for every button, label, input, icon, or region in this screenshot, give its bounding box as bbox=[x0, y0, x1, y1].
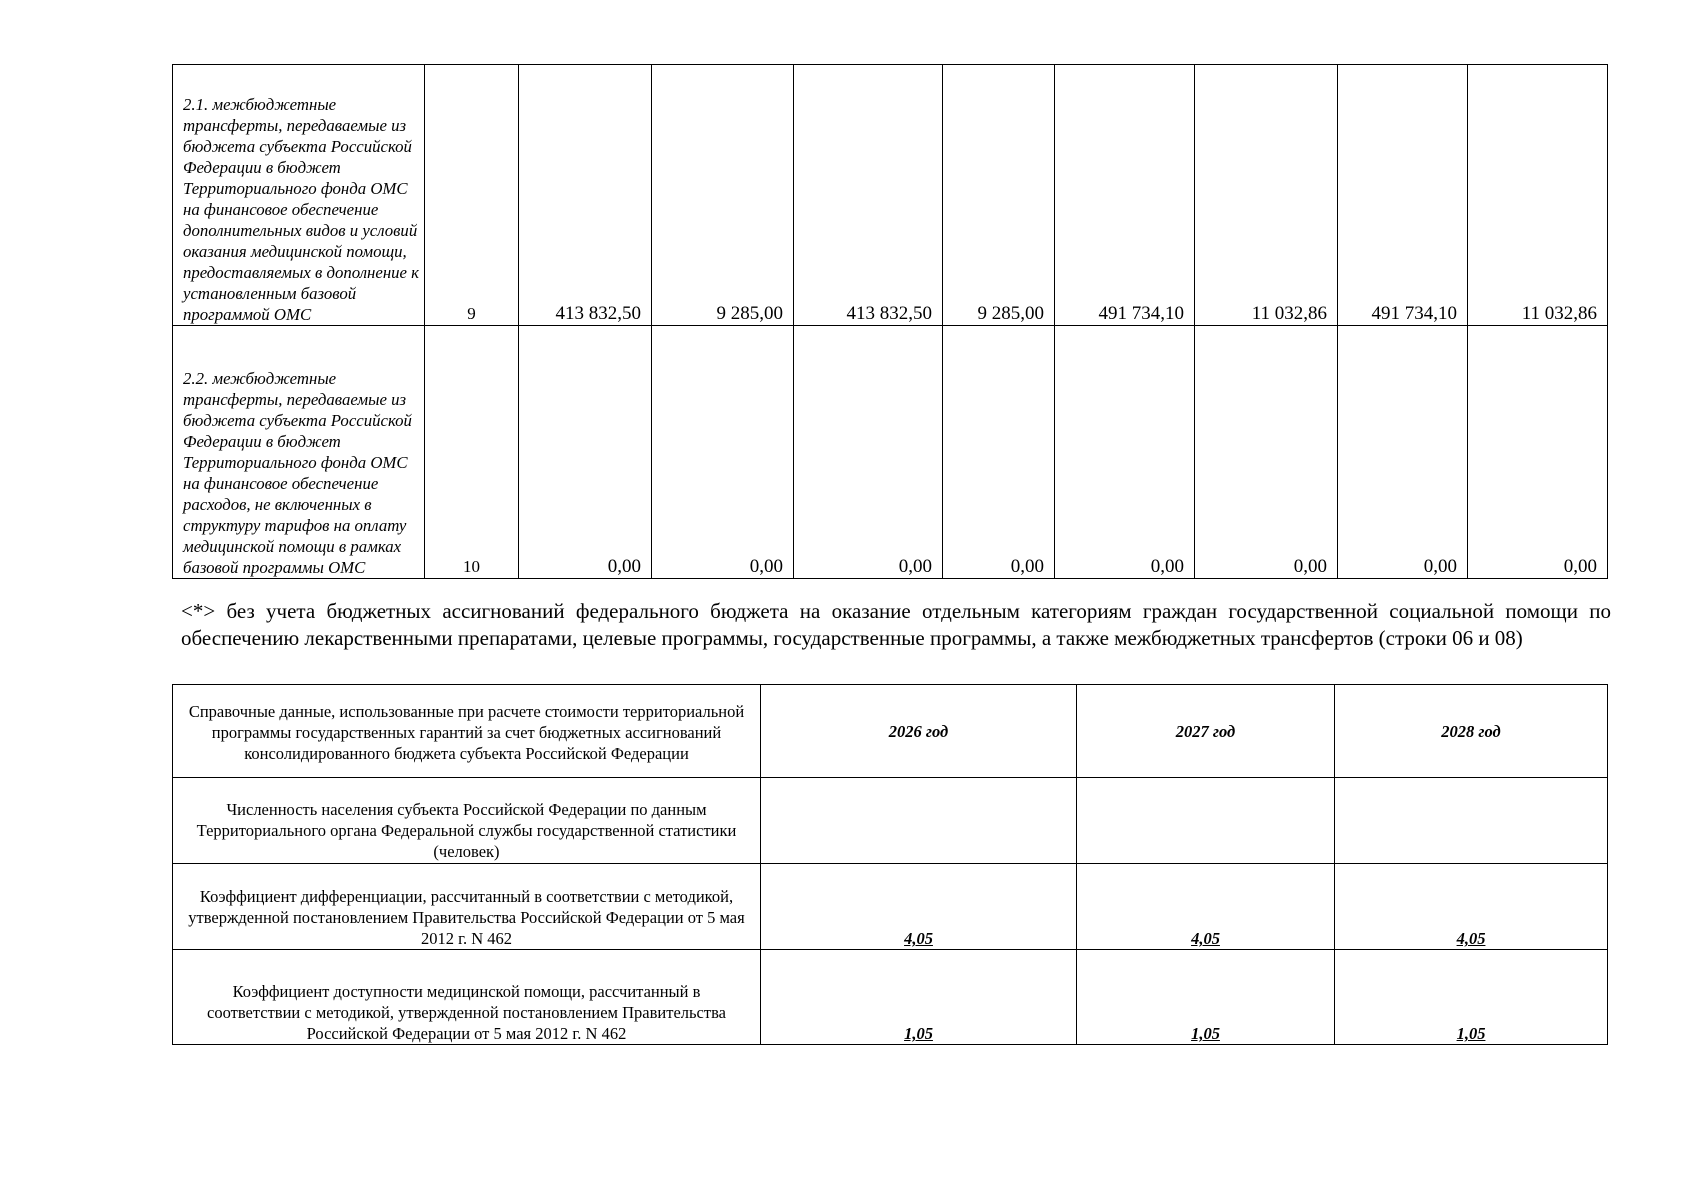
row-label: Коэффициент доступности медицинской помощи, рассчитанный в соответствии с методикой, утвержденной постановлением Правительства Российской Федерации от 5 мая 2012 г. N 462 bbox=[173, 950, 761, 1045]
value-cell: 0,00 bbox=[1468, 326, 1608, 579]
transfers-table bbox=[172, 64, 1608, 579]
year-header: 2027 год bbox=[1077, 685, 1335, 778]
table-row bbox=[173, 864, 1608, 950]
row-description: 2.2. межбюджетные трансферты, передаваемые из бюджета субъекта Российской Федерации в бюджет Территориального фонда ОМС на финансовое обеспечение расходов, не включенных в структуру тарифов на оплату медицинской помощи в рамках базовой программы ОМС bbox=[173, 326, 425, 579]
row-code: 10 bbox=[425, 326, 519, 579]
row-description: 2.1. межбюджетные трансферты, передаваемые из бюджета субъекта Российской Федерации в бюджет Территориального фонда ОМС на финансовое обеспечение дополнительных видов и условий оказания медицинской помощи, предоставляемых в дополнение к установленным базовой программой ОМС bbox=[173, 65, 425, 326]
value-cell: 491 734,10 bbox=[1338, 65, 1468, 326]
value-cell: 0,00 bbox=[519, 326, 652, 579]
value-cell: 11 032,86 bbox=[1195, 65, 1338, 326]
value-cell bbox=[1335, 778, 1608, 864]
table-row bbox=[173, 778, 1608, 864]
value-cell: 491 734,10 bbox=[1055, 65, 1195, 326]
value-cell: 4,05 bbox=[1335, 864, 1608, 950]
table-row bbox=[173, 65, 1608, 326]
value-cell: 9 285,00 bbox=[943, 65, 1055, 326]
row-label: Численность населения субъекта Российской Федерации по данным Территориального органа Федеральной службы государственной статистики (человек) bbox=[173, 778, 761, 864]
table-row bbox=[173, 950, 1608, 1045]
value-cell: 1,05 bbox=[1335, 950, 1608, 1045]
value-cell: 11 032,86 bbox=[1468, 65, 1608, 326]
value-cell: 0,00 bbox=[652, 326, 794, 579]
value-cell: 0,00 bbox=[943, 326, 1055, 579]
value-cell: 413 832,50 bbox=[794, 65, 943, 326]
value-cell: 413 832,50 bbox=[519, 65, 652, 326]
footnote: <*> без учета бюджетных ассигнований федерального бюджета на оказание отдельным категориям граждан государственной социальной помощи по обеспечению лекарственными препаратами, целевые программы, государственные программы, а также межбюджетных трансфертов (строки 06 и 08) bbox=[181, 599, 1611, 650]
value-cell: 4,05 bbox=[761, 864, 1077, 950]
value-cell: 4,05 bbox=[1077, 864, 1335, 950]
value-cell: 0,00 bbox=[1055, 326, 1195, 579]
row-label: Коэффициент дифференциации, рассчитанный в соответствии с методикой, утвержденной постановлением Правительства Российской Федерации от 5 мая 2012 г. N 462 bbox=[173, 864, 761, 950]
row-code: 9 bbox=[425, 65, 519, 326]
value-cell: 0,00 bbox=[1195, 326, 1338, 579]
value-cell bbox=[1077, 778, 1335, 864]
value-cell: 0,00 bbox=[1338, 326, 1468, 579]
table-header-row bbox=[173, 685, 1608, 778]
year-header: 2026 год bbox=[761, 685, 1077, 778]
header-label: Справочные данные, использованные при расчете стоимости территориальной программы государственных гарантий за счет бюджетных ассигнований консолидированного бюджета субъекта Российской Федерации bbox=[173, 685, 761, 778]
value-cell: 1,05 bbox=[761, 950, 1077, 1045]
reference-data-table bbox=[172, 684, 1608, 1045]
year-header: 2028 год bbox=[1335, 685, 1608, 778]
value-cell: 1,05 bbox=[1077, 950, 1335, 1045]
value-cell bbox=[761, 778, 1077, 864]
table-row bbox=[173, 326, 1608, 579]
value-cell: 9 285,00 bbox=[652, 65, 794, 326]
value-cell: 0,00 bbox=[794, 326, 943, 579]
